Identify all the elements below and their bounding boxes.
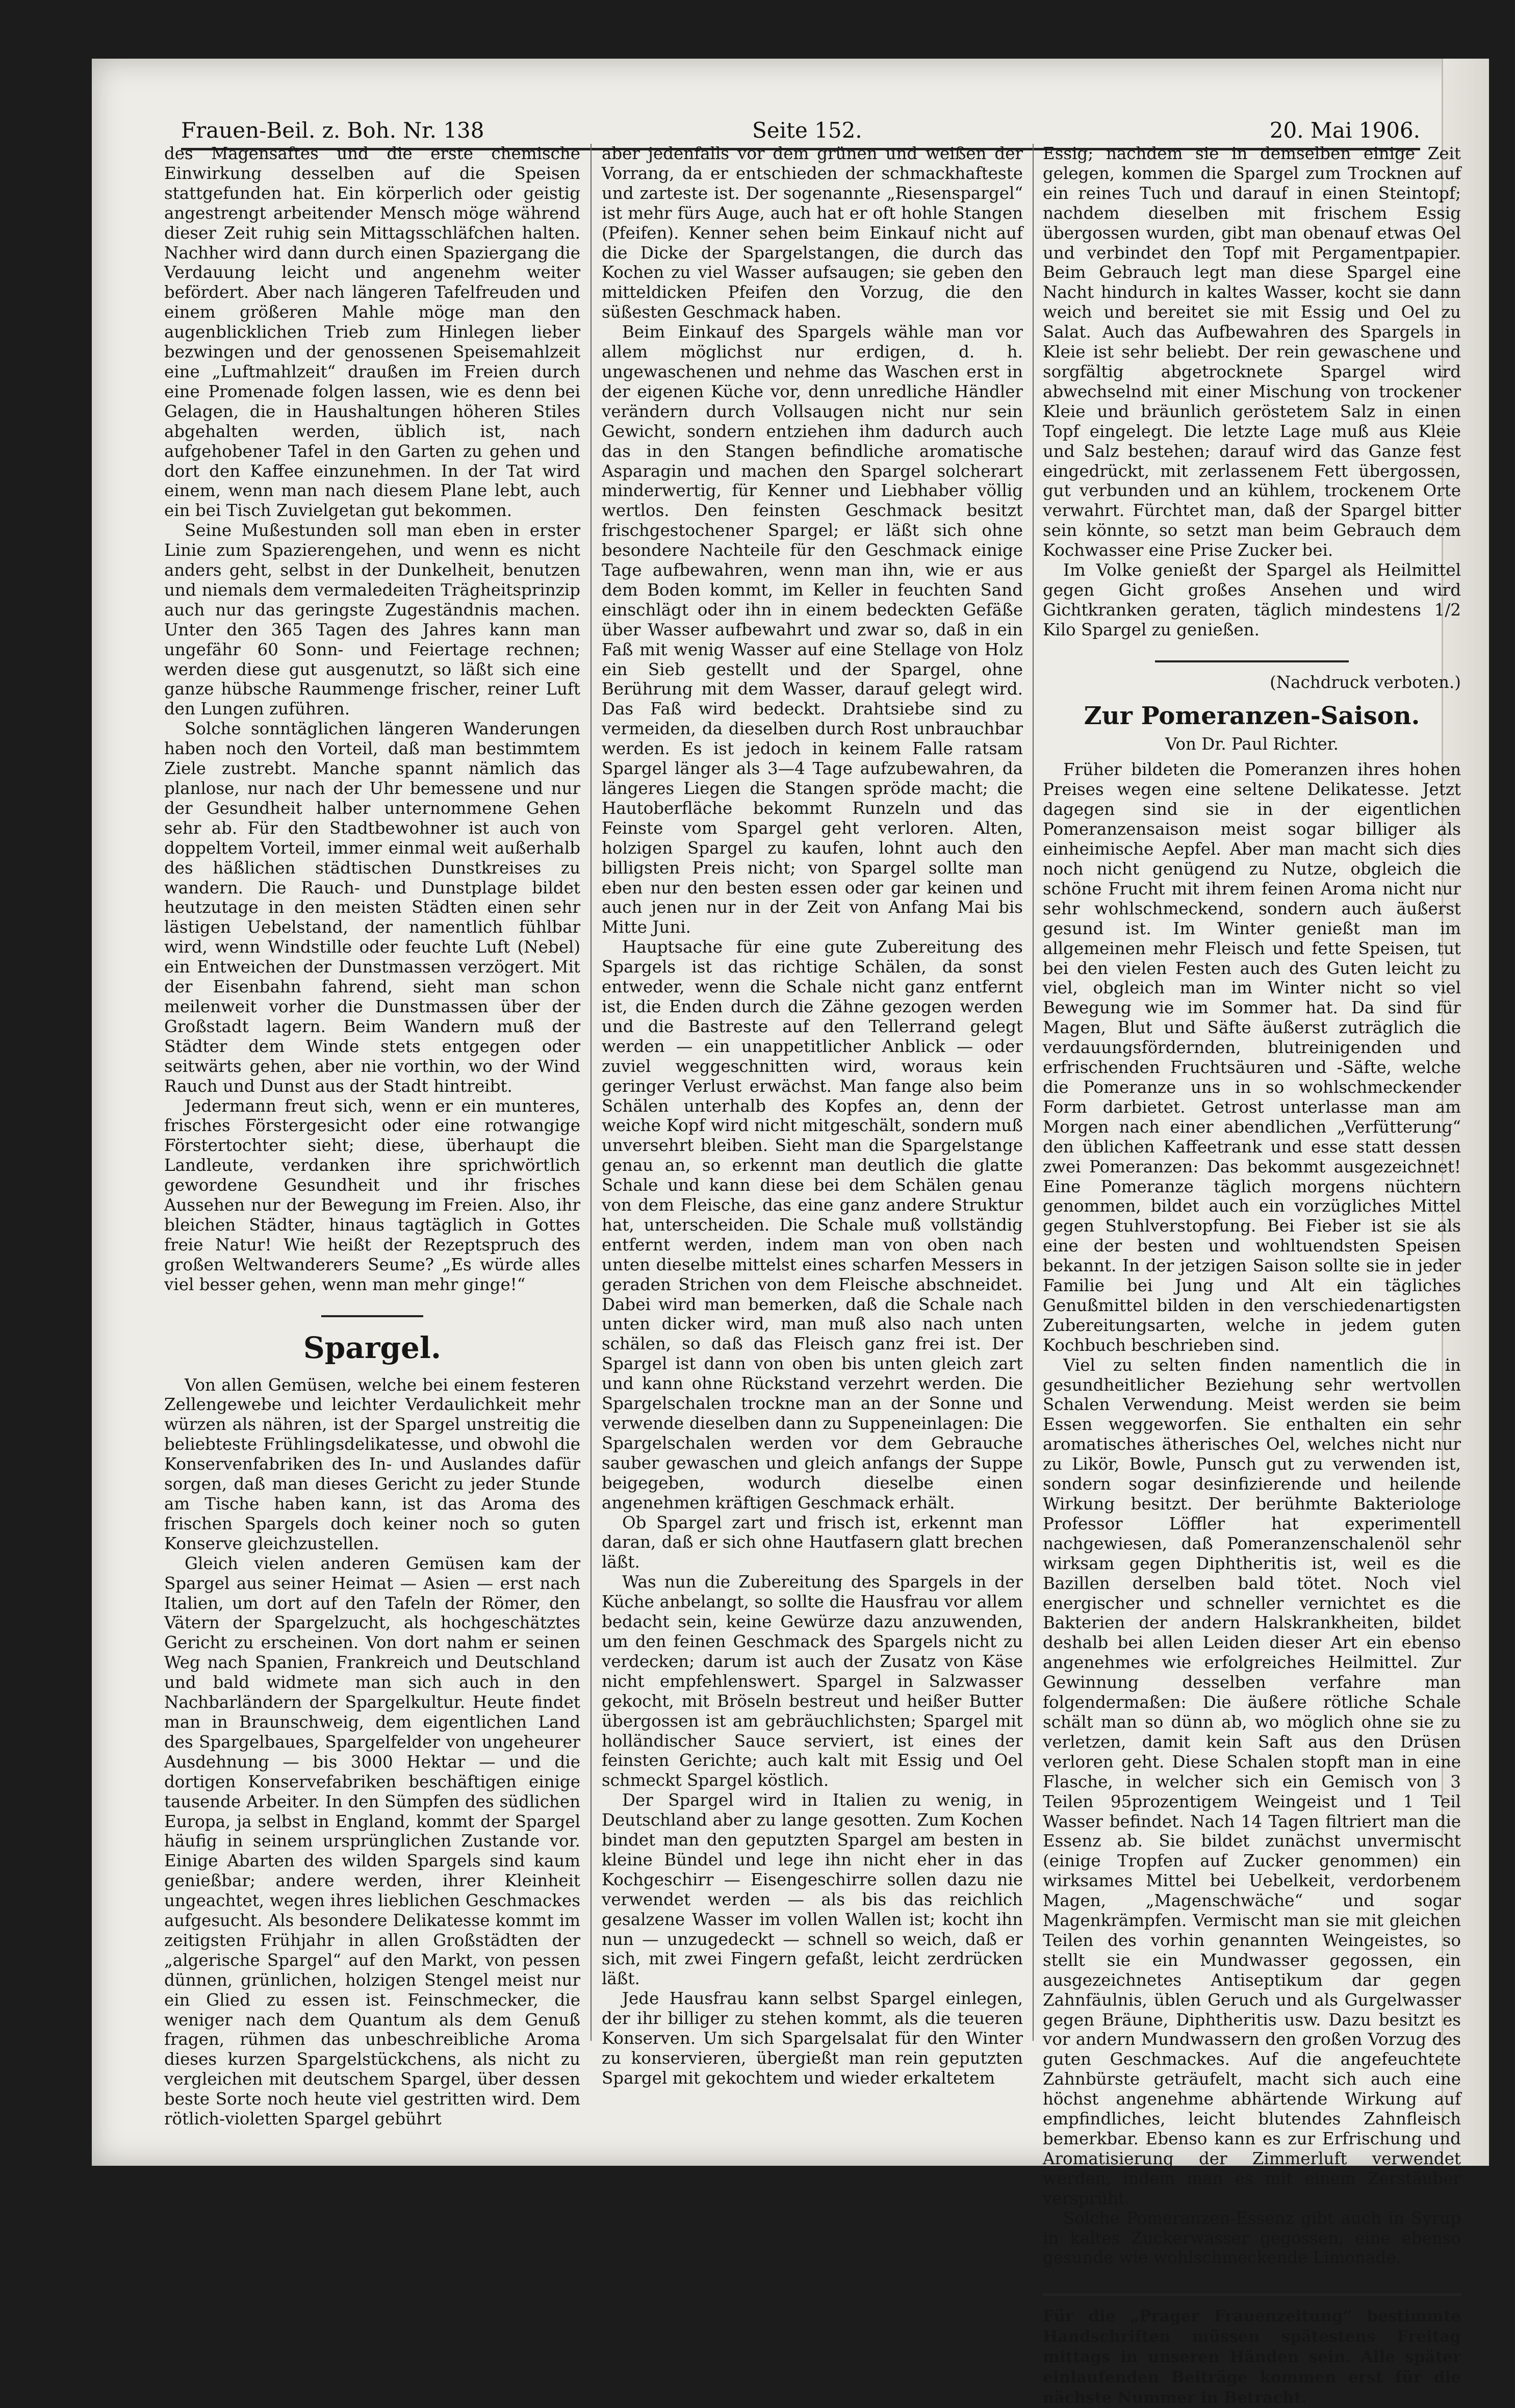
column-3 <box>1043 144 1461 2408</box>
page-header <box>181 102 1420 150</box>
paragraph: Früher bildeten die Pomeranzen ihres hohen Preises wegen eine seltene Delikatesse. Jetzt dagegen sind sie in der eigentlichen Pomeranzensaison meist sogar billiger als einheimische Aepfel. Aber man macht sich dies noch nicht genügend zu Nutze, obgleich die schöne Frucht mit ihrem feinen Aroma nicht nur sehr wohlschmeckend, sondern auch äußerst gesund ist. Im Winter genießt man im allgemeinen mehr Fleisch und fette Speisen, tut bei den vielen Festen auch des Guten leicht zu viel, obgleich man im Winter nicht so viel Bewegung wie im Sommer hat. Da sind für Magen, Blut und Säfte äußerst zuträglich die verdauungsfördernden, blutreinigenden und erfrischenden Fruchtsäuren und -Säfte, welche die Pomeranze uns in so wohlschmeckender Form darbietet. Getrost unterlasse man am Morgen nach einer abendlichen „Verfütterung“ den üblichen Kaffeetrank und esse statt dessen zwei Pomeranzen: Das bekommt ausgezeichnet! Eine Pomeranze täglich morgens nüchtern genommen, bildet auch ein vorzügliches Mittel gegen Stuhlverstopfung. Bei Fieber ist sie als eine der besten und wohltuendsten Speisen bekannt. In der jetzigen Saison sollte sie in jeder Familie bei Jung und Alt ein tägliches Genußmittel bilden in den verschiedenartigsten Zubereitungsarten, welche in jedem guten Kochbuch beschrieben sind. <box>1043 760 1461 1355</box>
paragraph: Solche sonntäglichen längeren Wanderungen haben noch den Vorteil, daß man bestimmtem Ziele zustrebt. Manche spannt nämlich das planlose, nur nach der Uhr bemessene und nur der Gesundheit halber unternommene Gehen sehr ab. Für den Stadtbewohner ist auch von doppeltem Vorteil, immer einmal weit außerhalb des häßlichen städtischen Dunstkreises zu wandern. Die Rauch- und Dunstplage bildet heutzutage in den meisten Städten einen sehr lästigen Uebelstand, der namentlich fühlbar wird, wenn Windstille oder feuchte Luft (Nebel) ein Entweichen der Dunstmassen verzögert. Mit der Eisenbahn fahrend, sieht man schon meilenweit vorher die Dunstmassen über der Großstadt lagern. Beim Wandern muß der Städter dem Winde stets entgegen oder seitwärts gehen, aber nie vorthin, wo der Wind Rauch und Dunst aus der Stadt hintreibt. <box>164 719 580 1096</box>
paragraph: Beim Einkauf des Spargels wähle man vor allem möglichst nur erdigen, d. h. ungewaschenen und nehme das Waschen erst in der eigenen Küche vor, denn unredliche Händler verändern durch Vollsaugen nicht nur sein Gewicht, sondern entziehen ihm dadurch auch das in den Stangen befindliche aromatische Asparagin und machen den Spargel solcherart minderwertig, für Kenner und Liebhaber völlig wertlos. Den feinsten Geschmack besitzt frischgestochener Spargel; er läßt sich ohne besondere Nachteile für den Geschmack einige Tage aufbewahren, wenn man ihn, wie er aus dem Boden kommt, im Keller in feuchten Sand einschlägt oder ihn in einem bedeckten Gefäße über Wasser aufbewahrt und zwar so, daß in ein Faß mit wenig Wasser auf eine Stellage von Holz ein Sieb gestellt und der Spargel, ohne Berührung mit dem Wasser, darauf gelegt wird. Das Faß wird bedeckt. Drahtsiebe sind zu vermeiden, da dieselben durch Rost unbrauchbar werden. Es ist jedoch in keinem Falle ratsam Spargel länger als 3—4 Tage aufzubewahren, da längeres Liegen die Stangen spröde macht; die Hautoberfläche bekommt Runzeln und das Feinste vom Spargel geht verloren. Alten, holzigen Spargel zu kaufen, lohnt auch den billigsten Preis nicht; von Spargel sollte man eben nur den besten essen oder gar keinen und auch jenen nur in der Zeit von Anfang Mai bis Mitte Juni. <box>602 322 1023 937</box>
paragraph: Jedermann freut sich, wenn er ein munteres, frisches Förstergesicht oder eine rotwangige Förstertochter sieht; diese, überhaupt die Landleute, verdanken ihre sprichwörtlich gewordene Gesundheit und ihr frisches Aussehen nur der Bewegung im Freien. Also, ihr bleichen Städter, hinaus tagtäglich in Gottes freie Natur! Wie heißt der Rezeptspruch des großen Weltwanderers Seume? „Es würde alles viel besser gehen, wenn man mehr ginge!“ <box>164 1096 580 1294</box>
paragraph: Von allen Gemüsen, welche bei einem festeren Zellengewebe und leichter Verdaulichkeit mehr würzen als nähren, ist der Spargel unstreitig die beliebteste Frühlingsdelikatesse, und obwohl die Konservenfabriken des In- und Auslandes dafür sorgen, daß man dieses Gericht zu jeder Stunde am Tische haben kann, ist das Aroma des frischen Spargels doch keiner noch so guten Konserve gleichzustellen. <box>164 1375 580 1553</box>
paragraph: Was nun die Zubereitung des Spargels in der Küche anbelangt, so sollte die Hausfrau vor allem bedacht sein, keine Gewürze dazu anzuwenden, um den feinen Geschmack des Spargels nicht zu verdecken; darum ist auch der Zusatz von Käse nicht empfehlenswert. Spargel in Salzwasser gekocht, mit Bröseln bestreut und heißer Butter übergossen ist am gebräuchlichsten; Spargel mit holländischer Sauce serviert, ist eines der feinsten Gerichte; auch kalt mit Essig und Oel schmeckt Spargel köstlich. <box>602 1572 1023 1790</box>
separator <box>321 1315 423 1317</box>
reprint-notice: (Nachdruck verboten.) <box>1270 672 1461 692</box>
column-2 <box>602 144 1023 2088</box>
column-divider-1 <box>590 144 592 2041</box>
paragraph: Viel zu selten finden namentlich die in gesundheitlicher Beziehung sehr wertvollen Schalen Verwendung. Meist werden sie beim Essen weggeworfen. Sie enthalten ein sehr aromatisches ätherisches Oel, welches nicht nur zu Likör, Bowle, Punsch gut zu verwenden ist, sondern sogar desinfizierende und heilende Wirkung besitzt. Der berühmte Bakteriologe Professor Löffler hat experimentell nachgewiesen, daß Pomeranzenschalenöl sehr wirksam gegen Diphtheritis ist, weil es die Bazillen derselben bald tötet. Noch viel energischer und schneller vernichtet es die Bakterien der andern Halskrankheiten, bildet deshalb bei allen Leiden dieser Art ein ebenso angenehmes wie erfolgreiches Heilmittel. Zur Gewinnung desselben verfahre man folgendermaßen: Die äußere rötliche Schale schält man so dünn ab, wo möglich ohne sie zu verletzen, damit kein Saft aus den Drüsen verloren geht. Diese Schalen stopft man in eine Flasche, in welcher sich ein Gemisch von 3 Teilen 95prozentigem Weingeist und 1 Teil Wasser befindet. Nach 14 Tagen filtriert man die Essenz ab. Sie bildet zunächst unvermischt (einige Tropfen auf Zucker genommen) ein wirksames Mittel bei Uebelkeit, verdorbenem Magen, „Magenschwäche“ und sogar Magenkrämpfen. Vermischt man sie mit gleichen Teilen des vorhin genannten Weingeistes, so stellt sie ein Mundwasser gegossen, ein ausgezeichnetes Antiseptikum dar gegen Zahnfäulnis, üblen Geruch und als Gurgelwasser gegen Bräune, Diphtheritis usw. Dazu besitzt es vor andern Mundwassern den großen Vorzug des guten Geschmackes. Auf die angefeuchtete Zahnbürste geträufelt, macht sich auch eine höchst angenehme abhärtende Wirkung auf empfindliches, leicht blutendes Zahnfleisch bemerkbar. Ebenso kann es zur Erfrischung und Aromatisierung der Zimmerluft verwendet werden, indem man es mit einem Zerstäuber versprüht. <box>1043 1355 1461 2208</box>
paragraph: Seine Mußestunden soll man eben in erster Linie zum Spazierengehen, und wenn es nicht anders geht, selbst in der Dunkelheit, benutzen und niemals dem vermaledeiten Trägheitsprinzip auch nur das geringste Zugeständnis machen. Unter den 365 Tagen des Jahres kann man ungefähr 60 Sonn- und Feiertage rechnen; werden diese gut ausgenutzt, so läßt sich eine ganze hübsche Raummenge frischer, reiner Luft den Lungen zuführen. <box>164 521 580 719</box>
header-publication: Frauen-Beil. z. Boh. Nr. 138 <box>181 118 484 143</box>
article-title: Zur Pomeranzen-Saison. <box>1084 701 1420 730</box>
paragraph: Solche Pomeranzen-Essenz gibt auch in Syrup in kaltes Zuckerwasser gegossen, eine ebenso gesunde wie wohlschmeckende Limonade. <box>1043 2208 1461 2268</box>
editorial-notice: Für die „Prager Frauenzeitung“ bestimmte Handschriften müssen spätestens Freitag mittags in unseren Händen sein. Alle später einlaufenden Beiträge kommen erst für die nächste Nummer in Betracht. <box>1043 2293 1461 2408</box>
paragraph: Hauptsache für eine gute Zubereitung des Spargels ist das richtige Schälen, da sonst entweder, wenn die Schale nicht ganz entfernt ist, die Enden durch die Zähne gezogen werden und die Bastreste auf den Tellerrand gelegt werden — ein unappetitlicher Anblick — oder zuviel weggeschnitten wird, woraus kein geringer Verlust erwächst. Man fange also beim Schälen unterhalb des Kopfes an, denn der weiche Kopf wird nicht mitgeschält, sondern muß unversehrt bleiben. Sieht man die Spargelstange genau an, so erkennt man deutlich die glatte Schale und kann diese bei dem Schälen genau von dem Fleische, das eine ganz andere Struktur hat, unterscheiden. Die Schale muß vollständig entfernt werden, indem man von oben nach unten dieselbe mittelst eines scharfen Messers in geraden Strichen von dem Fleische abschneidet. Dabei wird man bemerken, daß die Schale nach unten dicker wird, man muß also nach unten schälen, so daß das Fleisch ganz frei ist. Der Spargel ist dann von oben bis unten gleich zart und kann ohne Rückstand verzehrt werden. Die Spargelschalen trockne man an der Sonne und verwende dieselben dann zu Suppeneinlagen: Die Spargelschalen werden vor dem Gebrauche sauber gewaschen und gleich anfangs der Suppe beigegeben, wodurch dieselbe einen angenehmen kräftigen Geschmack erhält. <box>602 937 1023 1513</box>
column-divider-2 <box>1033 144 1034 2041</box>
paragraph: Gleich vielen anderen Gemüsen kam der Spargel aus seiner Heimat — Asien — erst nach Italien, um dort auf den Tafeln der Römer, den Vätern der Spargelzucht, als hochgeschätztes Gericht zu erscheinen. Von dort nahm er seinen Weg nach Spanien, Frankreich und Deutschland und bald widmete man sich auch in den Nachbarländern der Spargelkultur. Heute findet man in Braunschweig, dem eigentlichen Land des Spargelbaues, Spargelfelder von ungeheurer Ausdehnung — bis 3000 Hektar — und die dortigen Konservefabriken beschäftigen einige tausende Arbeiter. In den Sümpfen des südlichen Europa, ja selbst in England, kommt der Spargel häufig in seinem ursprünglichen Zustande vor. Einige Abarten des wilden Spargels sind kaum genießbar; andere werden, ihrer Kleinheit ungeachtet, wegen ihres lieblichen Geschmackes aufgesucht. Als besondere Delikatesse kommt im zeitigsten Frühjahr in allen Großstädten der „algerische Spargel“ auf den Markt, von pessen dünnen, grünlichen, holzigen Stengel meist nur ein Glied zu essen ist. Feinschmecker, die weniger nach dem Quantum als dem Genuß fragen, rühmen das unbeschreibliche Aroma dieses kurzen Spargelstückchens, als nicht zu vergleichen mit deutschem Spargel, über dessen beste Sorte noch heute viel gestritten wird. Dem rötlich-violetten Spargel gebührt <box>164 1553 580 2129</box>
author-byline: Von Dr. Paul Richter. <box>1165 734 1339 754</box>
paragraph: Jede Hausfrau kann selbst Spargel einlegen, der ihr billiger zu stehen kommt, als die teueren Konserven. Um sich Spargelsalat für den Winter zu konservieren, übergießt man rein geputzten Spargel mit gekochtem und wieder erkaltetem <box>602 1989 1023 2088</box>
separator <box>1155 660 1349 662</box>
paragraph: Essig; nachdem sie in demselben einige Zeit gelegen, kommen die Spargel zum Trocknen auf ein reines Tuch und darauf in einen Steintopf; nachdem dieselben mit frischem Essig übergossen wurden, gibt man obenauf etwas Oel und verbindet den Topf mit Pergamentpapier. Beim Gebrauch legt man diese Spargel eine Nacht hindurch in kaltes Wasser, kocht sie dann weich und bereitet sie mit Essig und Oel zu Salat. Auch das Aufbewahren des Spargels in Kleie ist sehr beliebt. Der rein gewaschene und sorgfältig abgetrocknete Spargel wird abwechselnd mit einer Mischung von trockener Kleie und bräunlich geröstetem Salz in einen Topf eingelegt. Die letzte Lage muß aus Kleie und Salz bestehen; darauf wird das Ganze fest eingedrückt, mit zerlassenem Fett übergossen, gut verbunden und an kühlem, trockenem Orte verwahrt. Fürchtet man, daß der Spargel bitter sein könnte, so setzt man beim Gebrauch dem Kochwasser eine Prise Zucker bei. <box>1043 144 1461 560</box>
paragraph: Ob Spargel zart und frisch ist, erkennt man daran, daß er sich ohne Hautfasern glatt brechen läßt. <box>602 1513 1023 1572</box>
header-date: 20. Mai 1906. <box>1269 118 1420 143</box>
paragraph: Der Spargel wird in Italien zu wenig, in Deutschland aber zu lange gesotten. Zum Kochen bindet man den geputzten Spargel am besten in kleine Bündel und lege ihn nicht eher in das Kochgeschirr — Eisengeschirre sollen dazu nie verwendet werden — als bis das reichlich gesalzene Wasser im vollen Wallen ist; kocht ihn nun — unzugedeckt — schnell so weich, daß er sich, mit zwei Fingern gefaßt, leicht zerdrücken läßt. <box>602 1790 1023 1989</box>
paragraph: Im Volke genießt der Spargel als Heilmittel gegen Gicht großes Ansehen und wird Gichtkranken geraten, täglich mindestens 1/2 Kilo Spargel zu genießen. <box>1043 560 1461 639</box>
paragraph: des Magensaftes und die erste chemische Einwirkung desselben auf die Speisen stattgefunden hat. Ein körperlich oder geistig angestrengt arbeitender Mensch möge während dieser Zeit ruhig sein Mittagsschläfchen halten. Nachher wird dann durch einen Spaziergang die Verdauung leicht und angenehm weiter befördert. Aber nach längeren Tafelfreuden und einem größeren Mahle möge man den augenblicklichen Trieb zum Hinlegen lieber bezwingen und der genossenen Speisemahlzeit eine „Luftmahlzeit“ draußen im Freien durch eine Promenade folgen lassen, wie es denn bei Gelagen, die in Haushaltungen höheren Stiles abgehalten werden, üblich ist, nach aufgehobener Tafel in den Garten zu gehen und dort den Kaffee einzunehmen. In der Tat wird einem, wenn man nach diesem Plane lebt, auch ein bei Tisch Zuvielgetan gut bekommen. <box>164 144 580 521</box>
column-1 <box>164 144 580 2129</box>
paragraph: aber jedenfalls vor dem grünen und weißen der Vorrang, da er entschieden der schmackhafteste und zarteste ist. Der sogenannte „Riesenspargel“ ist mehr fürs Auge, auch hat er oft hohle Stangen (Pfeifen). Kenner sehen beim Einkauf nicht auf die Dicke der Spargelstangen, die durch das Kochen zu viel Wasser aufsaugen; sie geben den mitteldicken Pfeifen den Vorzug, die den süßesten Geschmack haben. <box>602 144 1023 322</box>
article-title: Spargel. <box>303 1330 442 1365</box>
header-page-number: Seite 152. <box>752 118 862 143</box>
